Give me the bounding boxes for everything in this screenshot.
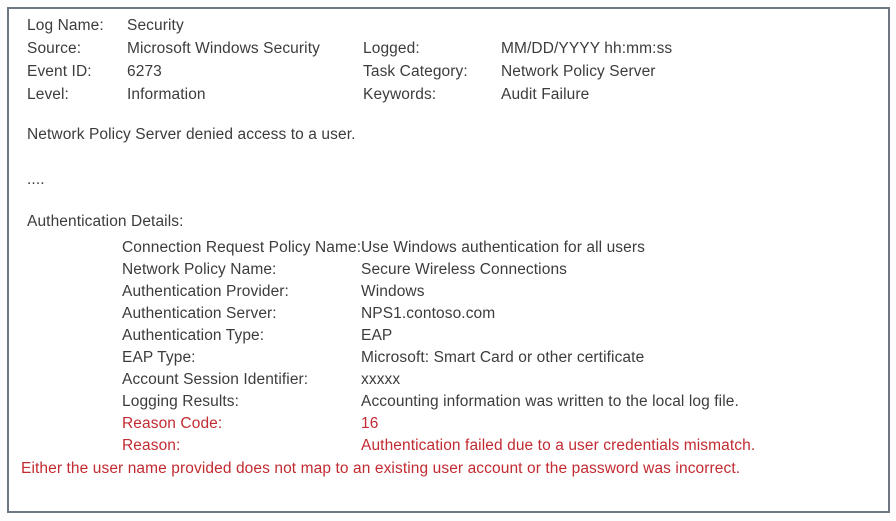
detail-value: Authentication failed due to a user credentials mismatch. (361, 437, 756, 454)
detail-value: Microsoft: Smart Card or other certificate (361, 349, 645, 366)
detail-label: Network Policy Name: (122, 261, 277, 278)
field-value-log-name: Security (127, 17, 184, 34)
detail-row-authentication-server (9, 303, 888, 325)
detail-value: EAP (361, 327, 393, 344)
detail-row-connection-request-policy (9, 237, 888, 259)
detail-label: EAP Type: (122, 349, 196, 366)
detail-row-logging-results (9, 391, 888, 413)
authentication-details-list (9, 237, 888, 457)
field-label-event-id: Event ID: (27, 63, 92, 80)
detail-label: Authentication Server: (122, 305, 277, 322)
detail-row-authentication-type (9, 325, 888, 347)
detail-row-network-policy-name (9, 259, 888, 281)
event-header (9, 14, 888, 106)
field-value-task-category: Network Policy Server (501, 63, 656, 80)
header-row-source (9, 37, 888, 60)
authentication-details-heading: Authentication Details: (27, 213, 184, 230)
field-label-level: Level: (27, 86, 69, 103)
detail-row-reason-code (9, 413, 888, 435)
detail-label: Authentication Provider: (122, 283, 289, 300)
detail-value: Accounting information was written to the local log file. (361, 393, 739, 410)
header-row-event-id (9, 60, 888, 83)
detail-row-account-session-identifier (9, 369, 888, 391)
field-label-empty (363, 14, 501, 37)
detail-value: Secure Wireless Connections (361, 261, 568, 278)
field-value-event-id: 6273 (127, 63, 162, 80)
detail-value: 16 (361, 415, 379, 432)
detail-label: Connection Request Policy Name: (122, 239, 362, 256)
field-value-level: Information (127, 86, 206, 103)
truncation-ellipsis: .... (27, 171, 45, 188)
field-label-source: Source: (27, 40, 82, 57)
detail-value: NPS1.contoso.com (361, 305, 496, 322)
detail-row-eap-type (9, 347, 888, 369)
header-row-level (9, 83, 888, 106)
event-log-panel (7, 7, 890, 513)
field-label-keywords: Keywords: (363, 86, 437, 103)
detail-value: Use Windows authentication for all users (361, 239, 645, 256)
field-value-empty (501, 14, 888, 37)
detail-value: Windows (361, 283, 425, 300)
detail-row-authentication-provider (9, 281, 888, 303)
field-label-logged: Logged: (363, 40, 420, 57)
detail-label: Reason: (122, 437, 181, 454)
detail-label: Account Session Identifier: (122, 371, 309, 388)
reason-explanation-note: Either the user name provided does not map to an existing user account or the password was incorrect. (21, 460, 741, 477)
field-value-source: Microsoft Windows Security (127, 40, 320, 57)
detail-label: Logging Results: (122, 393, 240, 410)
detail-label: Authentication Type: (122, 327, 265, 344)
detail-row-reason (9, 435, 888, 457)
header-row-log-name (9, 14, 888, 37)
field-value-keywords: Audit Failure (501, 86, 590, 103)
detail-value: xxxxx (361, 371, 401, 388)
field-label-task-category: Task Category: (363, 63, 468, 80)
detail-label: Reason Code: (122, 415, 223, 432)
field-value-logged: MM/DD/YYYY hh:mm:ss (501, 40, 673, 57)
event-description: Network Policy Server denied access to a user. (27, 126, 356, 143)
field-label-log-name: Log Name: (27, 17, 104, 34)
event-log-content (9, 9, 888, 480)
